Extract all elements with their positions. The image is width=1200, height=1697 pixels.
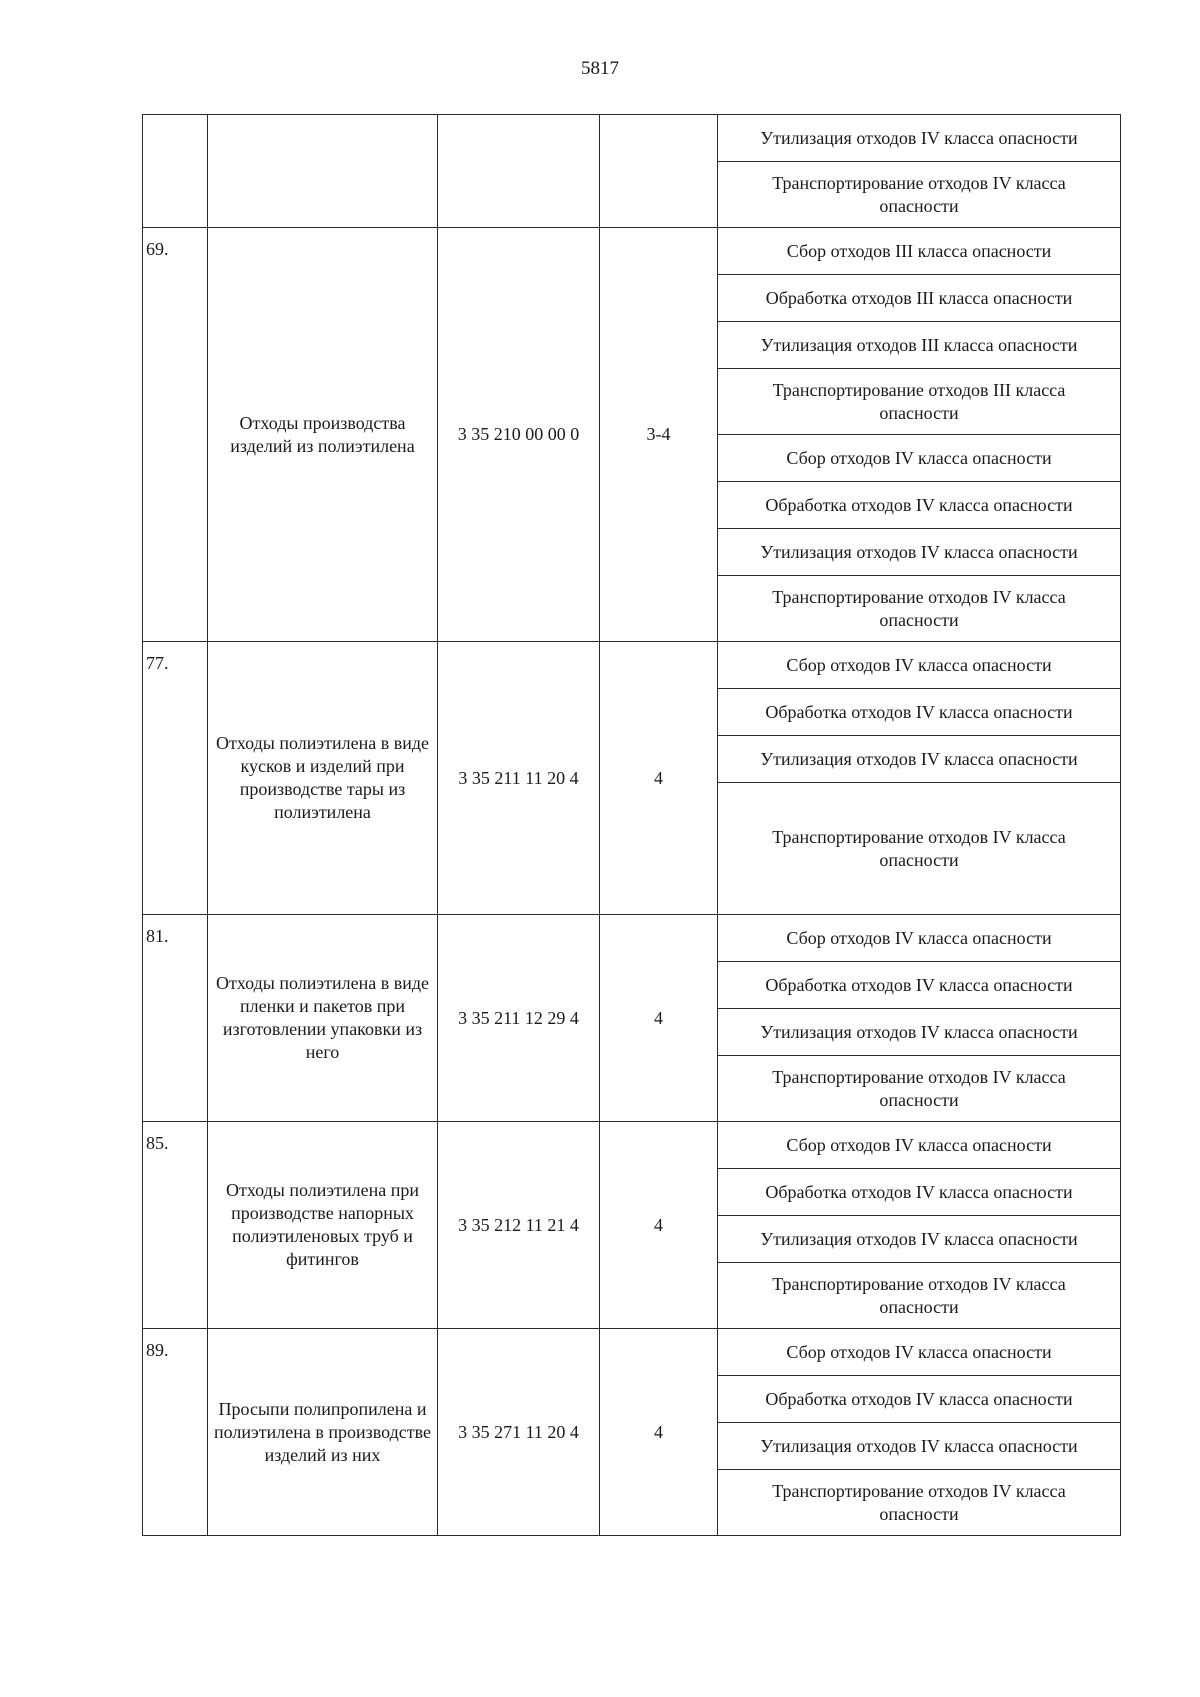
fkko-code: 3 35 212 11 21 4 — [438, 1122, 600, 1329]
fkko-code: 3 35 211 12 29 4 — [438, 915, 600, 1122]
hazard-class — [600, 115, 718, 228]
fkko-code: 3 35 211 11 20 4 — [438, 642, 600, 915]
waste-activities-table — [142, 114, 1121, 1536]
activity-type: Сбор отходов III класса опасности — [718, 228, 1121, 275]
activity-type: Утилизация отходов IV класса опасности — [718, 529, 1121, 576]
activity-type: Транспортирование отходов IV класса опасности — [718, 1470, 1121, 1536]
activity-type: Сбор отходов IV класса опасности — [718, 435, 1121, 482]
waste-name: Отходы полиэтилена в виде кусков и изделий при производстве тары из полиэтилена — [208, 642, 438, 915]
hazard-class: 3-4 — [600, 228, 718, 642]
page-number: 5817 — [581, 58, 619, 79]
table-row — [143, 642, 1121, 689]
waste-name — [208, 115, 438, 228]
activity-type: Утилизация отходов IV класса опасности — [718, 115, 1121, 162]
activity-type: Транспортирование отходов IV класса опасности — [718, 576, 1121, 642]
fkko-code: 3 35 210 00 00 0 — [438, 228, 600, 642]
table-row — [143, 915, 1121, 962]
activity-type: Сбор отходов IV класса опасности — [718, 1329, 1121, 1376]
fkko-code: 3 35 271 11 20 4 — [438, 1329, 600, 1536]
waste-name: Отходы производства изделий из полиэтилена — [208, 228, 438, 642]
activity-type: Обработка отходов III класса опасности — [718, 275, 1121, 322]
hazard-class: 4 — [600, 915, 718, 1122]
hazard-class: 4 — [600, 1329, 718, 1536]
row-number — [143, 115, 208, 228]
activity-type: Транспортирование отходов IV класса опасности — [718, 162, 1121, 228]
activity-type: Сбор отходов IV класса опасности — [718, 1122, 1121, 1169]
activity-type: Транспортирование отходов III класса опасности — [718, 369, 1121, 435]
waste-name: Отходы полиэтилена при производстве напорных полиэтиленовых труб и фитингов — [208, 1122, 438, 1329]
activity-type: Утилизация отходов III класса опасности — [718, 322, 1121, 369]
table-row — [143, 115, 1121, 162]
activity-type: Обработка отходов IV класса опасности — [718, 482, 1121, 529]
table-row — [143, 228, 1121, 275]
activity-type: Обработка отходов IV класса опасности — [718, 1376, 1121, 1423]
hazard-class: 4 — [600, 1122, 718, 1329]
activity-type: Сбор отходов IV класса опасности — [718, 915, 1121, 962]
waste-name: Просыпи полипропилена и полиэтилена в производстве изделий из них — [208, 1329, 438, 1536]
row-number: 81. — [143, 915, 208, 1122]
activity-type: Обработка отходов IV класса опасности — [718, 962, 1121, 1009]
activity-type: Обработка отходов IV класса опасности — [718, 689, 1121, 736]
waste-name: Отходы полиэтилена в виде пленки и пакетов при изготовлении упаковки из него — [208, 915, 438, 1122]
fkko-code — [438, 115, 600, 228]
table-body — [143, 115, 1121, 1536]
row-number: 77. — [143, 642, 208, 915]
activity-type: Транспортирование отходов IV класса опасности — [718, 1056, 1121, 1122]
activity-type: Сбор отходов IV класса опасности — [718, 642, 1121, 689]
activity-type: Утилизация отходов IV класса опасности — [718, 1009, 1121, 1056]
activity-type: Утилизация отходов IV класса опасности — [718, 736, 1121, 783]
row-number: 69. — [143, 228, 208, 642]
table-row — [143, 1122, 1121, 1169]
activity-type: Утилизация отходов IV класса опасности — [718, 1423, 1121, 1470]
activity-type: Транспортирование отходов IV класса опасности — [718, 1263, 1121, 1329]
activity-type: Утилизация отходов IV класса опасности — [718, 1216, 1121, 1263]
activity-type: Обработка отходов IV класса опасности — [718, 1169, 1121, 1216]
hazard-class: 4 — [600, 642, 718, 915]
table-row — [143, 1329, 1121, 1376]
row-number: 85. — [143, 1122, 208, 1329]
activity-type: Транспортирование отходов IV класса опасности — [718, 783, 1121, 915]
row-number: 89. — [143, 1329, 208, 1536]
